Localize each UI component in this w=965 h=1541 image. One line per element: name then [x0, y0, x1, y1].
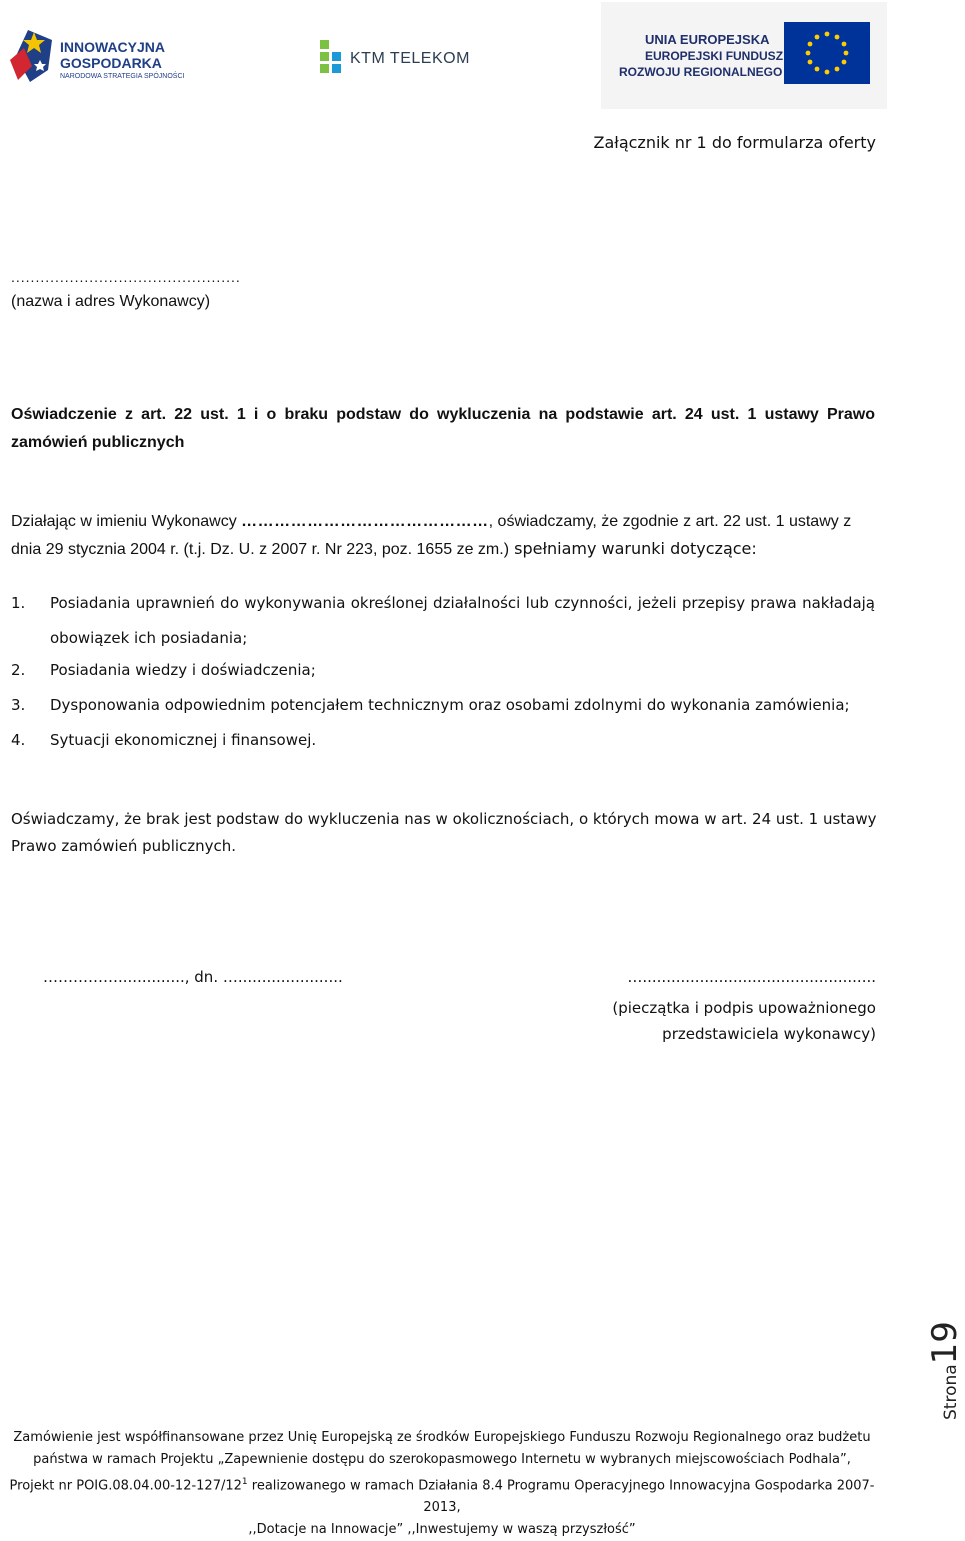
intro-text-3: spełniamy warunki dotyczące: [509, 539, 757, 558]
list-item [11, 656, 875, 684]
footer-superscript: 1 [241, 1477, 248, 1487]
place-date-field: …………….............., dn. …...................... [43, 968, 343, 986]
exclusion-declaration: Oświadczamy, że brak jest podstaw do wykluczenia nas w okolicznościach, o których mowa w art. 24 ust. 1 ustawy Prawo zamówień publicznych. [11, 810, 877, 855]
list-item-text: Sytuacji ekonomicznej i finansowej. [50, 731, 317, 749]
list-item-text: Posiadania wiedzy i doświadczenia; [50, 661, 316, 679]
intro-text-1: Działając w imieniu Wykonawcy [11, 513, 242, 530]
page-value: 19 [925, 1321, 965, 1365]
conditions-list [11, 586, 875, 761]
signature-dots-field: …................................................. [627, 968, 876, 986]
signature-caption: (pieczątka i podpis upoważnionego przedstawiciela wykonawcy) [612, 999, 876, 1043]
eu-logo-line2: EUROPEJSKI FUNDUSZ [645, 49, 784, 63]
innowacyjna-gospodarka-logo [10, 26, 195, 86]
contractor-caption: (nazwa i adres Wykonawcy) [11, 293, 211, 310]
footer-line-1: Zamówienie jest współfinansowane przez Unię Europejską ze środków Europejskiego Funduszu Rozwoju Regionalnego oraz budżetu [13, 1430, 871, 1445]
list-item-number: 4. [11, 731, 26, 749]
footer-program: realizowanego w ramach Działania 8.4 Programu Operacyjnego Innowacyjna Gospodarka 2007-2013, [247, 1478, 875, 1516]
annex-label: Załącznik nr 1 do formularza oferty [593, 133, 876, 152]
eu-flag-icon [784, 22, 870, 84]
intro-text-2: , oświadczamy, że zgodnie z art. 22 ust. 1 ustawy z dnia 29 stycznia 2004 r. (t.j. Dz. U. z 2007 r. Nr 223, poz. 1655 ze zm.) [11, 513, 852, 558]
eu-logo-line1: UNIA EUROPEJSKA [645, 32, 770, 47]
intro-dots: ……………………………………… [241, 513, 489, 530]
footer-line-2: państwa w ramach Projektu „Zapewnienie dostępu do szerokopasmowego Internetu w wybranych miejscowościach Podhala”, [33, 1452, 851, 1467]
list-item [11, 691, 875, 719]
document-title: Oświadczenie z art. 22 ust. 1 i o braku podstaw do wykluczenia na podstawie art. 24 ust. 1 ustawy Prawo zamówień publicznych [11, 406, 875, 451]
ig-logo-line1: INNOWACYJNA [60, 39, 166, 55]
ig-logo-line3: NARODOWA STRATEGIA SPÓJNOŚCI [60, 73, 185, 80]
footer-line-4: ,,Dotacje na Innowacje” ,,Inwestujemy w waszą przyszłość” [248, 1522, 636, 1538]
list-item [11, 726, 875, 754]
list-item-number: 2. [11, 661, 26, 679]
list-item-number: 1. [11, 594, 26, 612]
list-item [11, 586, 875, 656]
list-item-number: 3. [11, 696, 26, 714]
eu-fund-logo [601, 2, 887, 109]
list-item-text: Dysponowania odpowiednim potencjałem technicznym oraz osobami zdolnymi do wykonania zamówienia; [50, 696, 850, 714]
ktm-telekom-logo [318, 38, 503, 74]
eu-logo-line3: ROZWOJU REGIONALNEGO [619, 65, 783, 79]
ktm-logo-text: KTM TELEKOM [350, 50, 470, 67]
contractor-dots-field: ............................................... [11, 269, 241, 285]
intro-paragraph [11, 508, 875, 563]
page-label: Strona [941, 1364, 961, 1420]
footer-line-3 [0, 1471, 884, 1519]
footer-project-number: Projekt nr POIG.08.04.00-12-127/12 [9, 1478, 242, 1494]
list-item-text: Posiadania uprawnień do wykonywania określonej działalności lub czynności, jeżeli przepisy prawa nakładają obowiązek ich posiadania; [50, 594, 875, 647]
ig-logo-line2: GOSPODARKA [60, 55, 162, 71]
page-number [925, 1320, 965, 1420]
funding-footer [0, 1427, 884, 1541]
